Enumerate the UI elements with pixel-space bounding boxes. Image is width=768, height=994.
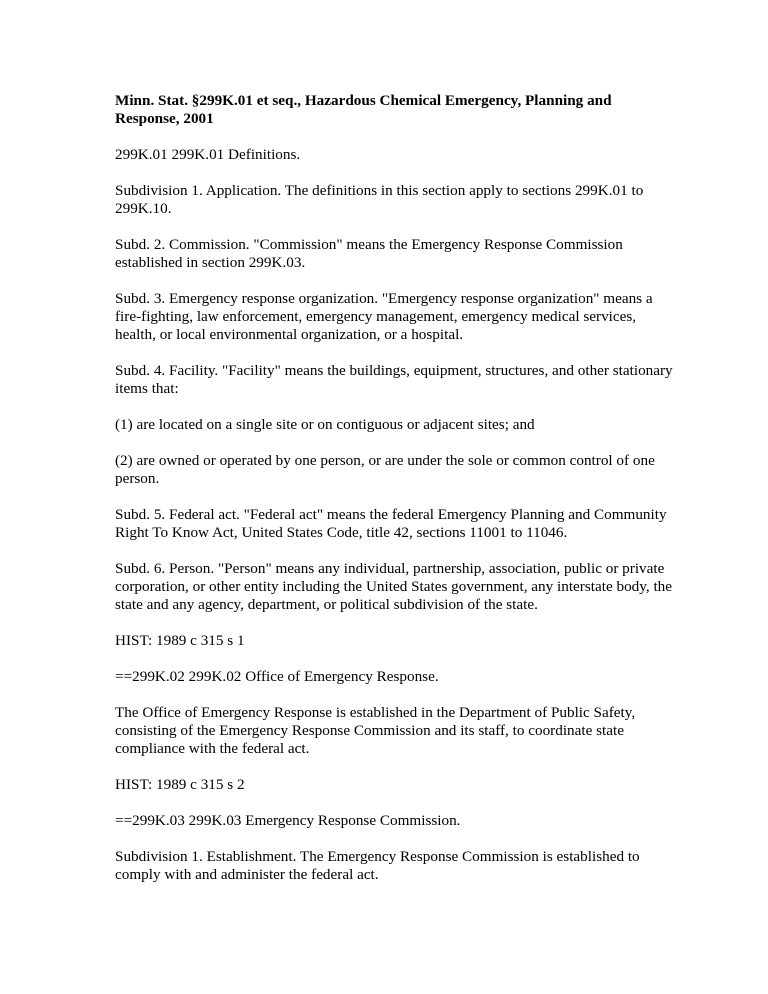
history-note-2: HIST: 1989 c 315 s 2 (115, 776, 245, 793)
subdivision-emergency-response-organization: Subd. 3. Emergency response organization. "Emergency response organization" means a fire-fighting, law enforcement, emergency management, emergency medical services, health, or local environmental organization, or a hospital. (115, 290, 653, 343)
office-of-emergency-response-text: The Office of Emergency Response is established in the Department of Public Safety, consisting of the Emergency Response Commission and its staff, to coordinate state compliance with the federal act. (115, 704, 636, 757)
section-heading-299k03: ==299K.03 299K.03 Emergency Response Commission. (115, 812, 461, 829)
facility-clause-1: (1) are located on a single site or on contiguous or adjacent sites; and (115, 416, 535, 433)
subdivision-federal-act: Subd. 5. Federal act. "Federal act" means the federal Emergency Planning and Community Right To Know Act, United States Code, title 42, sections 11001 to 11046. (115, 506, 667, 541)
section-heading-299k02: ==299K.02 299K.02 Office of Emergency Response. (115, 668, 439, 685)
section-heading-299k01: 299K.01 299K.01 Definitions. (115, 146, 301, 163)
facility-clause-2: (2) are owned or operated by one person, or are under the sole or common control of one person. (115, 452, 655, 487)
subdivision-commission: Subd. 2. Commission. "Commission" means the Emergency Response Commission established in section 299K.03. (115, 236, 623, 271)
document-title: Minn. Stat. §299K.01 et seq., Hazardous Chemical Emergency, Planning and Response, 2001 (115, 92, 612, 127)
subdivision-establishment: Subdivision 1. Establishment. The Emergency Response Commission is established to comply with and administer the federal act. (115, 848, 640, 883)
subdivision-person: Subd. 6. Person. "Person" means any individual, partnership, association, public or private corporation, or other entity including the United States government, any interstate body, the state and any agency, department, or political subdivision of the state. (115, 560, 673, 613)
history-note-1: HIST: 1989 c 315 s 1 (115, 632, 245, 649)
subdivision-application: Subdivision 1. Application. The definitions in this section apply to sections 299K.01 to 299K.10. (115, 182, 644, 217)
subdivision-facility: Subd. 4. Facility. "Facility" means the buildings, equipment, structures, and other stationary items that: (115, 362, 673, 397)
document-page (115, 92, 675, 902)
